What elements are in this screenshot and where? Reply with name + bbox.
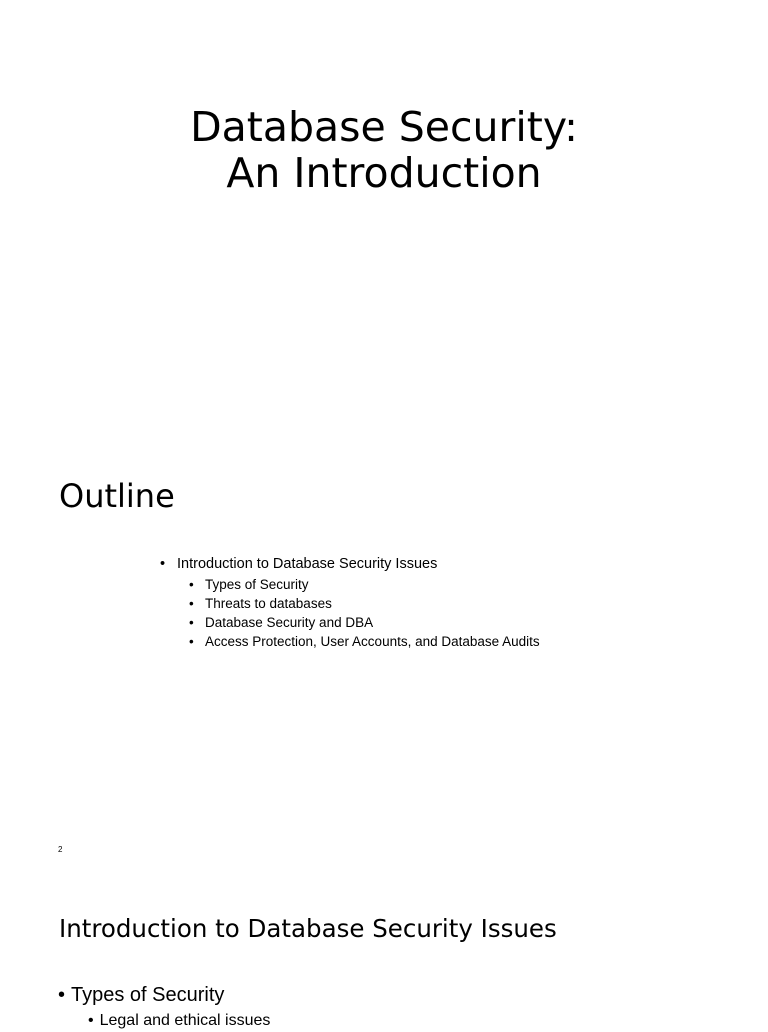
bullet-marker: • [58,984,66,1006]
slide-title-line-2: An Introduction [226,149,542,197]
outline-heading: Outline [59,477,175,515]
outline-bullet-text: Introduction to Database Security Issues [177,556,438,572]
bullet-marker: • [189,615,194,630]
section-sub-bullet [88,1010,270,1032]
section-bullet-text: Types of Security [71,984,225,1006]
section-heading: Introduction to Database Security Issues [59,914,557,943]
bullet-marker: • [189,634,194,649]
bullet-marker: • [189,596,194,611]
bullet-marker: • [160,556,166,572]
outline-sub-bullet-text: Types of Security [205,577,309,592]
section-bullet [58,981,224,1009]
bullet-marker: • [88,1012,94,1029]
slide-title-line-1: Database Security: [190,103,578,151]
outline-sub-bullet-text: Database Security and DBA [205,615,374,630]
slide-title [0,104,768,196]
bullet-marker: • [189,577,194,592]
page-number: 2 [58,845,63,854]
section-sub-bullet-text: Legal and ethical issues [99,1012,271,1029]
outline-sub-bullet-text: Access Protection, User Accounts, and Database Audits [205,634,540,649]
outline-sub-bullet-text: Threats to databases [205,596,332,611]
